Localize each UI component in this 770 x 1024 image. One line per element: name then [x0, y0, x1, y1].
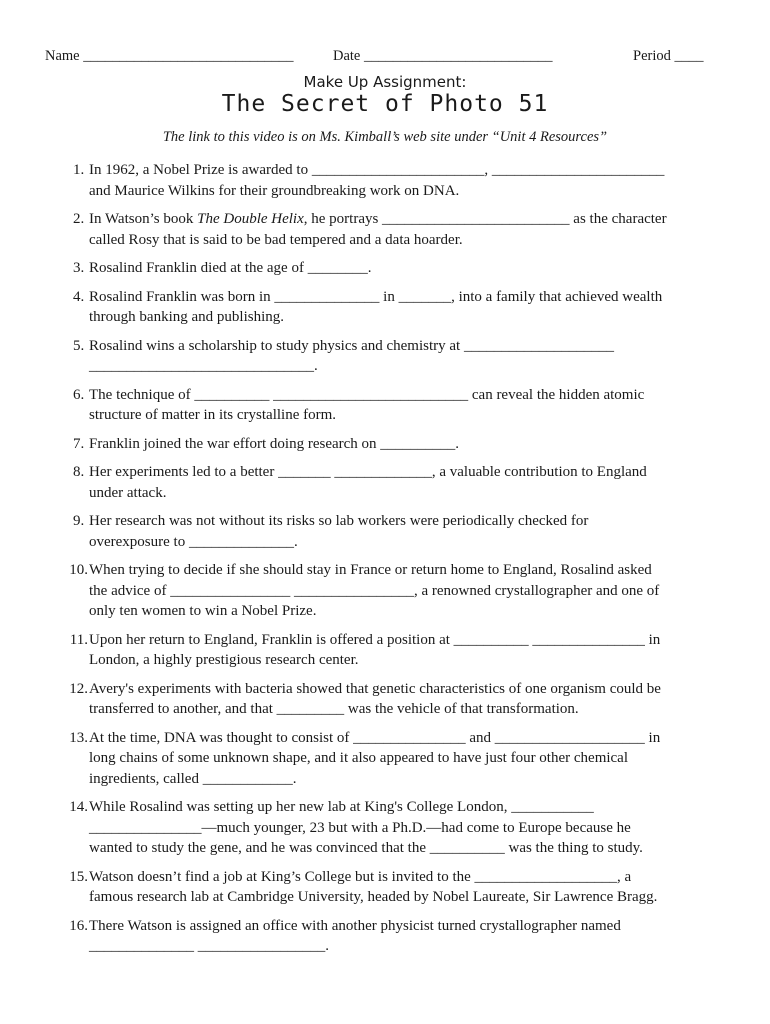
question-line: structure of matter in its crystalline form.: [89, 407, 337, 423]
question-list: [0, 160, 770, 965]
question-line[interactable]: wanted to study the gene, and he was convinced that the __________ was the thing to study.: [89, 840, 643, 856]
question-item: [0, 287, 770, 328]
question-number: 8.: [73, 464, 88, 480]
question-line[interactable]: ______________ _________________.: [89, 938, 329, 954]
video-link-note: The link to this video is on Ms. Kimball’s web site under “Unit 4 Resources”: [162, 129, 608, 145]
question-number: 3.: [73, 260, 88, 276]
question-item: [0, 462, 770, 503]
question-number: 12.: [69, 680, 88, 697]
question-text[interactable]: , he portrays _________________________ as the character: [303, 211, 667, 227]
question-line[interactable]: Rosalind wins a scholarship to study physics and chemistry at ____________________: [89, 337, 614, 354]
question-number: 10.: [69, 562, 88, 578]
question-line: long chains of some unknown shape, and it also appeared to have just four other chemical: [89, 750, 629, 766]
question-line[interactable]: Her experiments led to a better _______ _____________, a valuable contribution to England: [89, 464, 647, 480]
question-number: 7.: [73, 435, 88, 452]
question-line: There Watson is assigned an office with another physicist turned crystallographer named: [89, 917, 621, 934]
book-title: The Double Helix: [197, 211, 304, 227]
question-number: 9.: [73, 513, 88, 529]
page-title: The Secret of Photo 51: [221, 91, 549, 117]
question-item: [0, 385, 770, 426]
assignment-subtitle: Make Up Assignment:: [303, 73, 467, 91]
question-item: [0, 728, 770, 790]
question-number: 5.: [73, 337, 88, 354]
question-number: 2.: [73, 211, 88, 227]
question-line: famous research lab at Cambridge University, headed by Nobel Laureate, Sir Lawrence Bragg.: [89, 889, 658, 905]
question-line[interactable]: transferred to another, and that _________ was the vehicle of that transformation.: [89, 701, 579, 717]
question-item: [0, 434, 770, 455]
question-line[interactable]: At the time, DNA was thought to consist of _______________ and ____________________ in: [89, 729, 661, 746]
header-row: [0, 48, 770, 68]
question-item: [0, 258, 770, 279]
question-line: under attack.: [89, 484, 167, 501]
question-line: London, a highly prestigious research center.: [89, 652, 359, 668]
question-number: 6.: [73, 386, 88, 403]
question-line: Her research was not without its risks so lab workers were periodically checked for: [89, 513, 589, 529]
question-line: Avery's experiments with bacteria showed that genetic characteristics of one organism could be: [89, 680, 661, 697]
question-line[interactable]: Rosalind Franklin died at the age of ________.: [89, 260, 372, 276]
question-line: through banking and publishing.: [89, 309, 284, 325]
question-item: [0, 630, 770, 671]
question-number: 13.: [69, 729, 88, 746]
period-field[interactable]: Period ____: [633, 48, 704, 64]
question-line: When trying to decide if she should stay in France or return home to England, Rosalind asked: [89, 562, 652, 578]
question-line[interactable]: overexposure to ______________.: [89, 533, 298, 550]
question-line[interactable]: Watson doesn’t find a job at King’s College but is invited to the ___________________, a: [89, 868, 632, 885]
question-line[interactable]: [89, 209, 726, 230]
question-line[interactable]: the advice of ________________ ________________, a renowned crystallographer and one of: [89, 582, 660, 599]
question-line[interactable]: In 1962, a Nobel Prize is awarded to _______________________, _______________________: [89, 162, 665, 178]
question-number: 11.: [69, 631, 88, 648]
question-line[interactable]: Franklin joined the war effort doing research on __________.: [89, 435, 460, 452]
question-item: [0, 209, 770, 250]
question-number: 16.: [69, 917, 88, 934]
question-number: 4.: [73, 288, 88, 305]
question-line[interactable]: While Rosalind was setting up her new lab at King's College London, ___________: [89, 799, 594, 815]
question-item: [0, 679, 770, 720]
question-text: In Watson’s book: [89, 211, 198, 227]
question-line[interactable]: Upon her return to England, Franklin is offered a position at __________ _______________ in: [89, 631, 661, 648]
question-line[interactable]: ______________________________.: [89, 358, 318, 374]
question-line[interactable]: ingredients, called ____________.: [89, 770, 297, 787]
question-number: 1.: [73, 162, 88, 178]
question-line: only ten women to win a Nobel Prize.: [89, 603, 317, 619]
question-number: 15.: [69, 868, 88, 885]
question-item: [0, 867, 770, 908]
question-item: [0, 916, 770, 957]
name-field[interactable]: Name _____________________________: [45, 48, 294, 64]
question-line[interactable]: _______________—much younger, 23 but with a Ph.D.—had come to Europe because he: [89, 819, 631, 836]
question-item: [0, 160, 770, 201]
question-line[interactable]: The technique of __________ __________________________ can reveal the hidden atomic: [89, 386, 645, 403]
question-line[interactable]: Rosalind Franklin was born in ______________ in _______, into a family that achieved wealth: [89, 288, 663, 305]
question-item: [0, 511, 770, 552]
question-item: [0, 336, 770, 377]
date-field[interactable]: Date __________________________: [333, 48, 553, 64]
question-item: [0, 797, 770, 859]
question-line: and Maurice Wilkins for their groundbreaking work on DNA.: [89, 182, 460, 199]
question-number: 14.: [69, 799, 88, 815]
question-item: [0, 560, 770, 622]
question-line: called Rosy that is said to be bad tempered and a data hoarder.: [89, 231, 463, 248]
